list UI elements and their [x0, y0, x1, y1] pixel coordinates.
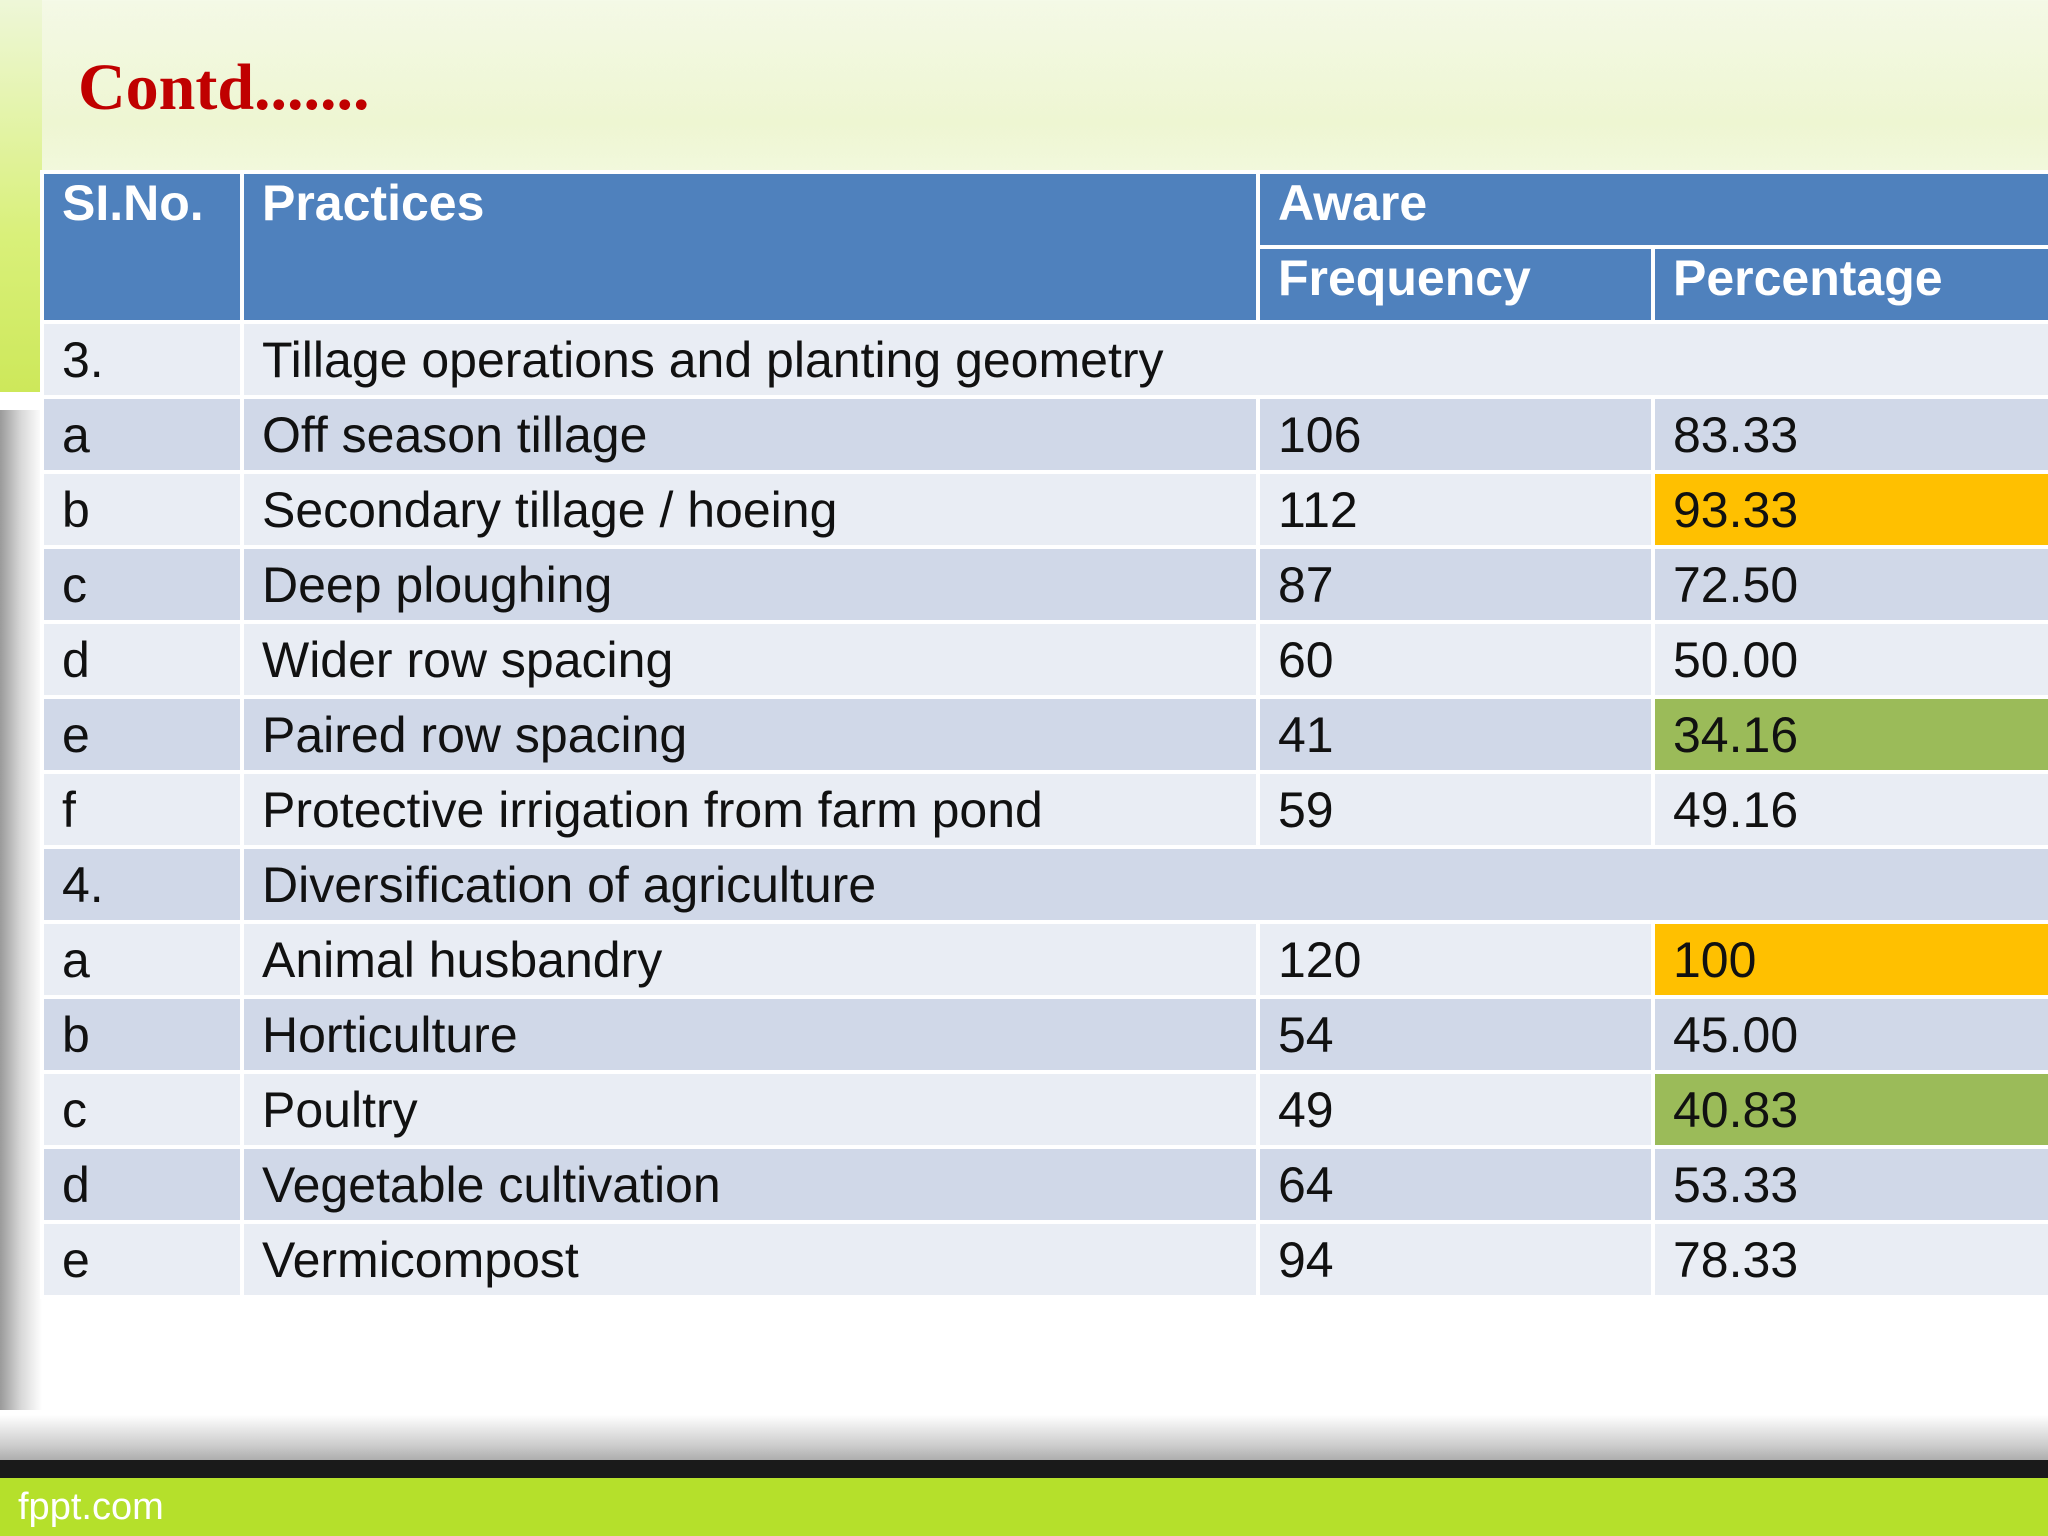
section-row: [42, 322, 2048, 397]
cell-frequency: 106: [1258, 397, 1653, 472]
bottom-divider: [0, 1460, 2048, 1478]
cell-practice: Tillage operations and planting geometry: [242, 322, 2048, 397]
cell-slno: d: [42, 1147, 242, 1222]
cell-percentage: 49.16: [1653, 772, 2048, 847]
cell-frequency: 94: [1258, 1222, 1653, 1297]
cell-slno: a: [42, 397, 242, 472]
cell-slno: e: [42, 697, 242, 772]
section-row: [42, 847, 2048, 922]
cell-slno: b: [42, 472, 242, 547]
cell-frequency: 49: [1258, 1072, 1653, 1147]
table-body: [42, 322, 2048, 1297]
cell-percentage: 45.00: [1653, 997, 2048, 1072]
table-row: [42, 472, 2048, 547]
cell-practice: Animal husbandry: [242, 922, 1258, 997]
cell-practice: Off season tillage: [242, 397, 1258, 472]
cell-frequency: 120: [1258, 922, 1653, 997]
cell-frequency: 60: [1258, 622, 1653, 697]
cell-percentage: 50.00: [1653, 622, 2048, 697]
left-accent-band: [0, 0, 42, 392]
table-row: [42, 622, 2048, 697]
cell-practice: Diversification of agriculture: [242, 847, 2048, 922]
cell-percentage: 100: [1653, 922, 2048, 997]
cell-slno: e: [42, 1222, 242, 1297]
bottom-shade-band: [0, 1415, 2048, 1463]
cell-frequency: 59: [1258, 772, 1653, 847]
header-percentage: Percentage: [1653, 247, 2048, 322]
cell-slno: a: [42, 922, 242, 997]
cell-slno: b: [42, 997, 242, 1072]
cell-percentage: 40.83: [1653, 1072, 2048, 1147]
cell-percentage: 78.33: [1653, 1222, 2048, 1297]
cell-slno: c: [42, 547, 242, 622]
cell-frequency: 112: [1258, 472, 1653, 547]
cell-practice: Poultry: [242, 1072, 1258, 1147]
cell-percentage: 83.33: [1653, 397, 2048, 472]
cell-percentage: 72.50: [1653, 547, 2048, 622]
cell-practice: Vegetable cultivation: [242, 1147, 1258, 1222]
table-row: [42, 997, 2048, 1072]
table-row: [42, 1072, 2048, 1147]
slide-title: Contd.......: [78, 51, 370, 124]
cell-percentage: 93.33: [1653, 472, 2048, 547]
cell-percentage: 53.33: [1653, 1147, 2048, 1222]
table-row: [42, 547, 2048, 622]
left-shade-band: [0, 410, 42, 1410]
table-row: [42, 922, 2048, 997]
cell-practice: Vermicompost: [242, 1222, 1258, 1297]
cell-practice: Secondary tillage / hoeing: [242, 472, 1258, 547]
table-row: [42, 1147, 2048, 1222]
footer-brand: fppt.com: [18, 1486, 164, 1528]
cell-practice: Deep ploughing: [242, 547, 1258, 622]
header-aware: Aware: [1258, 172, 2048, 247]
header-slno: SI.No.: [42, 172, 242, 322]
table-row: [42, 772, 2048, 847]
cell-slno: 3.: [42, 322, 242, 397]
cell-practice: Horticulture: [242, 997, 1258, 1072]
cell-frequency: 64: [1258, 1147, 1653, 1222]
cell-frequency: 54: [1258, 997, 1653, 1072]
table-row: [42, 1222, 2048, 1297]
header-practices: Practices: [242, 172, 1258, 322]
cell-practice: Protective irrigation from farm pond: [242, 772, 1258, 847]
table-row: [42, 697, 2048, 772]
footer-bar: [0, 1478, 2048, 1536]
awareness-table: [40, 170, 2048, 1299]
header-frequency: Frequency: [1258, 247, 1653, 322]
cell-practice: Wider row spacing: [242, 622, 1258, 697]
cell-practice: Paired row spacing: [242, 697, 1258, 772]
table-row: [42, 397, 2048, 472]
cell-slno: c: [42, 1072, 242, 1147]
cell-slno: d: [42, 622, 242, 697]
cell-frequency: 41: [1258, 697, 1653, 772]
cell-slno: 4.: [42, 847, 242, 922]
cell-frequency: 87: [1258, 547, 1653, 622]
cell-percentage: 34.16: [1653, 697, 2048, 772]
cell-slno: f: [42, 772, 242, 847]
